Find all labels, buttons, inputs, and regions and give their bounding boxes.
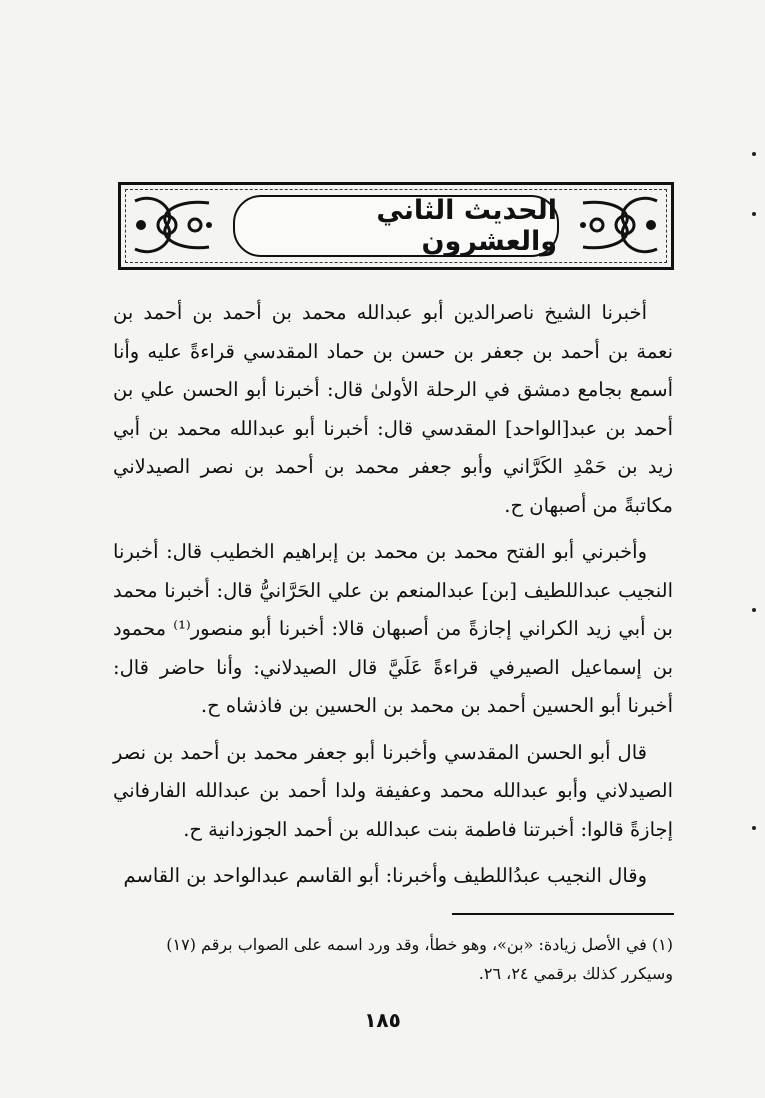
title-cartouche [233, 195, 559, 257]
right-arabesque-ornament [575, 191, 665, 259]
footnote-separator [452, 913, 674, 915]
scan-speck [752, 152, 756, 156]
scan-speck [752, 608, 756, 612]
hadith-text [113, 294, 673, 896]
left-arabesque-ornament [127, 191, 217, 259]
page-number: ١٨٥ [364, 1008, 401, 1032]
paragraph-2: وأخبرني أبو الفتح محمد بن محمد بن إبراهيم الخطيب قال: أخبرنا النجيب عبداللطيف [بن] عبدالمنعم بن علي الحَرَّانيُّ قال: أخبرنا محمد بن أبي زيد الكراني إجازةً من أصبهان قالا: أخبرنا أبو منصور⁽¹⁾ محمود بن إسماعيل الصيرفي قراءةً عَلَيَّ قال الصيدلاني: وأنا حاضر قال: أخبرنا أبو الحسين أحمد بن محمد بن الحسين بن فاذشاه ح. [113, 540, 673, 717]
paragraph-3: قال أبو الحسن المقدسي وأخبرنا أبو جعفر محمد بن أحمد بن نصر الصيدلاني وأبو عبدالله محمد وعفيفة ولدا أحمد بن عبدالله الفارفاني إجازةً قالوا: أخبرتنا فاطمة بنت عبدالله بن أحمد الجوزدانية ح. [113, 740, 673, 841]
footnote-line-1: (١) في الأصل زيادة: «بن»، وهو خطأ، وقد ورد اسمه على الصواب برقم (١٧) [166, 935, 673, 954]
footnote [113, 930, 673, 988]
scan-speck [752, 212, 756, 216]
footnote-line-2: وسيكرر كذلك برقمي ٢٤، ٢٦. [478, 964, 673, 983]
paragraph-4: وقال النجيب عبدُاللطيف وأخبرنا: أبو القاسم عبدالواحد بن القاسم [123, 864, 647, 887]
chapter-title: الحديث الثاني والعشرون [376, 195, 557, 257]
chapter-header-banner [118, 182, 674, 270]
paragraph-1: أخبرنا الشيخ ناصرالدين أبو عبدالله محمد بن أحمد بن أحمد بن نعمة بن أحمد بن جعفر بن حسن بن حماد المقدسي قراءةً عليه وأنا أسمع بجامع دمشق في الرحلة الأولىٰ قال: أخبرنا أبو الحسن علي بن أحمد بن عبد[الواحد] المقدسي قال: أخبرنا أبو عبدالله محمد بن أبي زيد بن حَمْدِ الكَرَّاني وأبو جعفر محمد بن أحمد بن نصر الصيدلاني مكاتبةً من أصبهان ح. [113, 301, 673, 517]
scan-speck [752, 826, 756, 830]
